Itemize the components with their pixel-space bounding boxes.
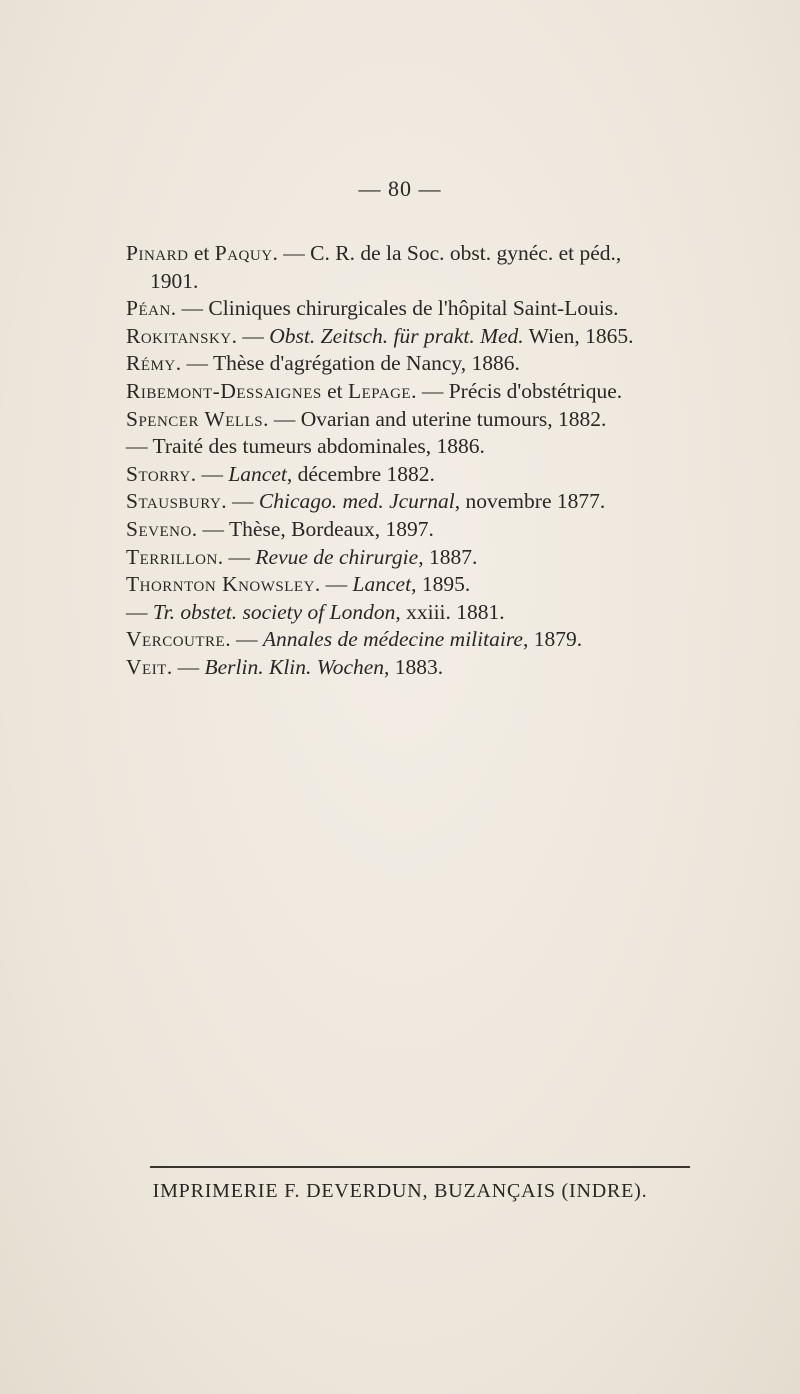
author-name: Terrillon (126, 544, 218, 569)
page-number: — 80 — (358, 176, 442, 201)
list-item: Veit. — Berlin. Klin. Wochen, 1883. (126, 654, 444, 679)
entry-text: Ovarian and uterine tumours, 1882. (300, 406, 607, 431)
entry-text: Traité des tumeurs abdominales, 1886. (152, 434, 485, 459)
author-name: Stausbury (126, 489, 222, 514)
journal-title: Lancet (228, 461, 287, 486)
author-name: Thornton Knowsley (126, 572, 315, 597)
list-item: Rémy. — Thèse d'agrégation de Nancy, 1886. (126, 351, 520, 376)
journal-title: Lancet (352, 572, 412, 597)
author-name: Veit (126, 654, 167, 679)
journal-title: Obst. Zeitsch. für prakt. Med. (269, 323, 524, 348)
printer-imprint: IMPRIMERIE F. DEVERDUN, BUZANÇAIS (INDRE). (152, 1180, 648, 1202)
entry-text: C. R. de la Soc. obst. gynéc. et péd., (310, 241, 622, 265)
entry-text: , 1895. (411, 572, 471, 597)
author-name: Ribemont-Dessaignes (126, 378, 322, 403)
author-name: Rokitansky (126, 323, 232, 348)
list-item: Thornton Knowsley. — Lancet, 1895. (126, 572, 471, 597)
author-name: Storry (126, 461, 191, 486)
journal-title: Berlin. Klin. Wochen (204, 654, 385, 679)
entry-text: , décembre 1882. (286, 461, 435, 486)
author-name: Spencer Wells (126, 406, 264, 431)
entry-text: Précis d'obstétrique. (448, 378, 623, 403)
footer-rule (150, 1166, 690, 1168)
author-name: Seveno (126, 516, 192, 541)
entry-text: , 1883. (384, 654, 444, 679)
bibliography-list (126, 240, 786, 682)
entry-text: , xxiii. 1881. (395, 599, 505, 624)
journal-title: Tr. obstet. society of London (152, 599, 396, 624)
list-item: Terrillon. — Revue de chirurgie, 1887. (126, 544, 478, 569)
list-item: Spencer Wells. — Ovarian and uterine tumours, 1882. (126, 406, 607, 431)
entry-text: , 1887. (418, 544, 478, 569)
list-item: Pinard et Paquy. — C. R. de la Soc. obst. gynéc. et péd., (126, 241, 622, 265)
list-item-continuation: 1901. (150, 268, 199, 293)
entry-text: Wien, 1865. (523, 323, 634, 348)
list-item: Péan. — Cliniques chirurgicales de l'hôpital Saint-Louis. (126, 296, 619, 321)
author-name: Vercoutre (126, 627, 226, 652)
list-item: — Tr. obstet. society of London, xxiii. 1881. (126, 599, 505, 624)
author-name: Lepage (347, 378, 412, 403)
entry-text: Thèse, Bordeaux, 1897. (229, 516, 434, 541)
entry-text: , 1879. (522, 627, 583, 652)
author-name: Paquy (214, 241, 273, 265)
list-item: Ribemont-Dessaignes et Lepage. — Précis d'obstétrique. (126, 378, 623, 403)
journal-title: Annales de médecine militaire (262, 627, 523, 652)
list-item: — Traité des tumeurs abdominales, 1886. (126, 434, 485, 459)
entry-text: Thèse d'agrégation de Nancy, 1886. (212, 351, 520, 376)
author-name: Rémy (126, 351, 176, 376)
author-name: Péan (126, 296, 171, 321)
list-item: Stausbury. — Chicago. med. Jcurnal, novembre 1877. (126, 489, 606, 514)
list-item: Seveno. — Thèse, Bordeaux, 1897. (126, 516, 434, 541)
entry-text: , novembre 1877. (454, 489, 606, 514)
list-item: Rokitansky. — Obst. Zeitsch. für prakt. Med. Wien, 1865. (126, 323, 634, 348)
list-item: Vercoutre. — Annales de médecine militaire, 1879. (126, 627, 583, 652)
journal-title: Revue de chirurgie (255, 544, 419, 569)
author-name: Pinard (126, 241, 189, 265)
list-item: Storry. — Lancet, décembre 1882. (126, 461, 435, 486)
journal-title: Chicago. med. Jcurnal (258, 489, 455, 514)
entry-text: Cliniques chirurgicales de l'hôpital Saint-Louis. (208, 296, 619, 321)
